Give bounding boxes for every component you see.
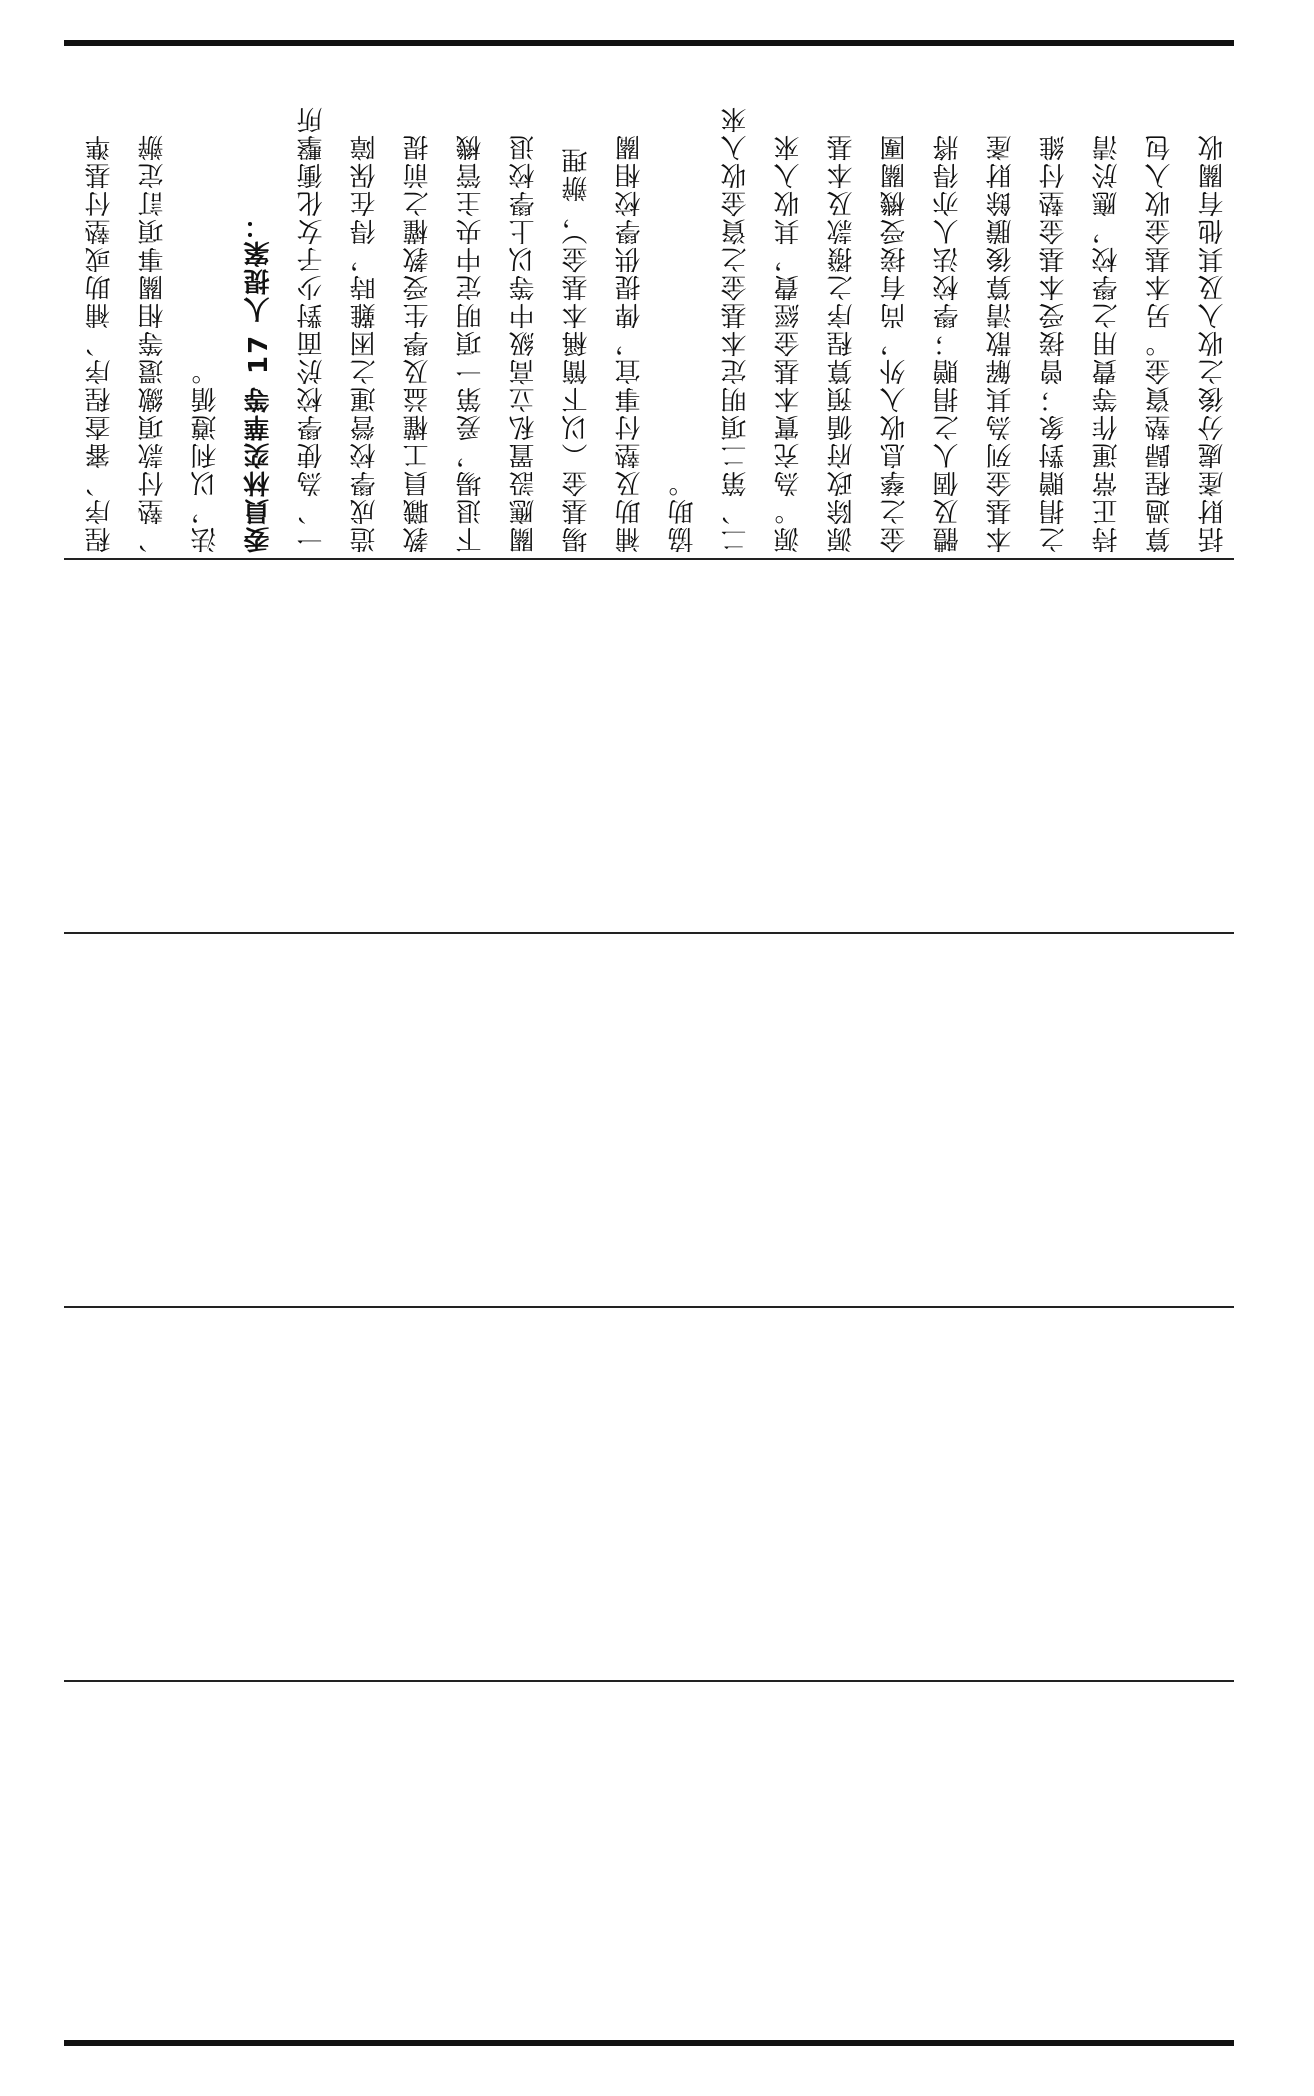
table-bottom-border [64, 2040, 1234, 2046]
text-line: 、墊付款項繳還等相關事項訂定辦 [138, 133, 168, 553]
item-line: 算過程歸墊資金。另本基金收入包 [1145, 133, 1175, 553]
row-divider [64, 1680, 1234, 1682]
item-line: 下退場，爰第一項明定中央主管機 [456, 133, 486, 553]
item-line: 本基金列為其解散清算後賸餘財產 [986, 133, 1016, 553]
proposal-heading: 委員林奕華等 17 人提案： [244, 210, 274, 553]
table-top-border [64, 40, 1234, 46]
item-line: 源。為充實本基金經費，其收入來 [774, 133, 804, 553]
item-line: 體及個人之捐贈；學校法人亦得將 [933, 133, 963, 553]
text-line: 程序、審查程序、補助或墊付基準 [85, 133, 115, 553]
item-line: 教職員工權益及學生受教權之前提 [403, 133, 433, 553]
item-line: 持正常運作等費用之學校，應於清 [1092, 133, 1122, 553]
item-line: 源除政府循預算程序之撥款及本基 [827, 133, 857, 553]
item-line: 金之孳息收入外，尚有接受機關團 [880, 133, 910, 553]
row-divider [64, 1306, 1234, 1308]
vertical-text-block [74, 58, 1228, 553]
text-line: 法，以利遵循。 [191, 357, 221, 553]
item-line: 一、為使學校於面對少子女化衝擊所 [297, 105, 327, 553]
item-line: 二、第二項明定本基金之資金收入來 [721, 105, 751, 553]
item-line: 括財產處分後之收入及其他有關收 [1198, 133, 1228, 553]
item-line: 補助及墊付事宜，俾提供學校相關 [615, 133, 645, 553]
item-line: 協助。 [668, 469, 698, 553]
top-cell [64, 48, 1234, 558]
item-line: 之捐贈對象；曾接受本基金墊付維 [1039, 133, 1069, 553]
item-line: 場基金（以下簡稱本基金），辦理 [562, 146, 592, 553]
row-divider [64, 932, 1234, 934]
row-divider [64, 558, 1234, 560]
item-line: 造成學校營運之困難時，得在保障 [350, 133, 380, 553]
item-line: 關應設置私立高級中等以上學校退 [509, 133, 539, 553]
